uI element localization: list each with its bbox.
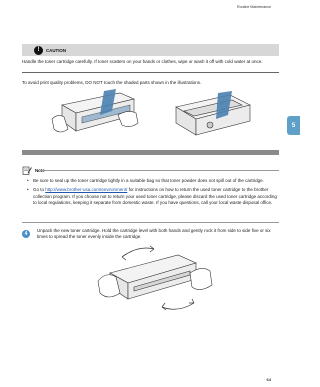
chapter-tab: 5 [287, 116, 300, 135]
caution-header [22, 44, 279, 56]
note-bullet [27, 178, 279, 184]
caution-icon: ! [34, 46, 43, 55]
caution-label: CAUTION [46, 47, 67, 53]
note-bullet [27, 187, 279, 206]
step-text: Unpack the new toner cartridge. Hold the cartridge level with both hands and gently rock it from side to side five or six times to spread the toner evenly inside the cartridge. [37, 228, 271, 240]
drum-unit-illustration [170, 89, 254, 141]
note-bullet-suffix: for instructions on how to return the used toner cartridge to the brother collection program. If you choose not to return your used toner cartridge, please discard the used toner cartridge according to local regulations, keeping it separate from domestic waste. If you have questions, call your local waste disposal office. [33, 187, 277, 206]
environment-link[interactable]: http://www.brother-usa.com/environment/ [45, 187, 128, 193]
note-bullet-prefix: Go to [33, 187, 46, 193]
section-divider-bar [22, 150, 279, 155]
note-underline [40, 170, 279, 171]
running-header: Routine Maintenance [237, 5, 271, 9]
caution-divider [22, 72, 279, 73]
note-bullet-list [27, 178, 279, 210]
note-end-divider [22, 222, 279, 223]
note-header [22, 166, 45, 175]
instruction-text: To avoid print quality problems, DO NOT touch the shaded parts shown in the illustrations. [22, 80, 202, 85]
note-bullet-text: Be sure to seal up the toner cartridge tightly in a suitable bag so that toner powder does not spill out of the cartridge. [33, 178, 264, 183]
caution-box [22, 44, 279, 65]
rocking-cartridge-illustration [92, 243, 216, 315]
note-label: Note [35, 168, 45, 173]
note-icon [22, 166, 32, 175]
step-number-badge: 4 [22, 230, 30, 238]
caution-text: Handle the toner cartridge carefully. If toner scatters on your hands or clothes, wipe or wash it off with cold water at once. [22, 59, 263, 64]
page-number: 64 [266, 377, 271, 382]
toner-cartridge-illustration [48, 89, 140, 139]
